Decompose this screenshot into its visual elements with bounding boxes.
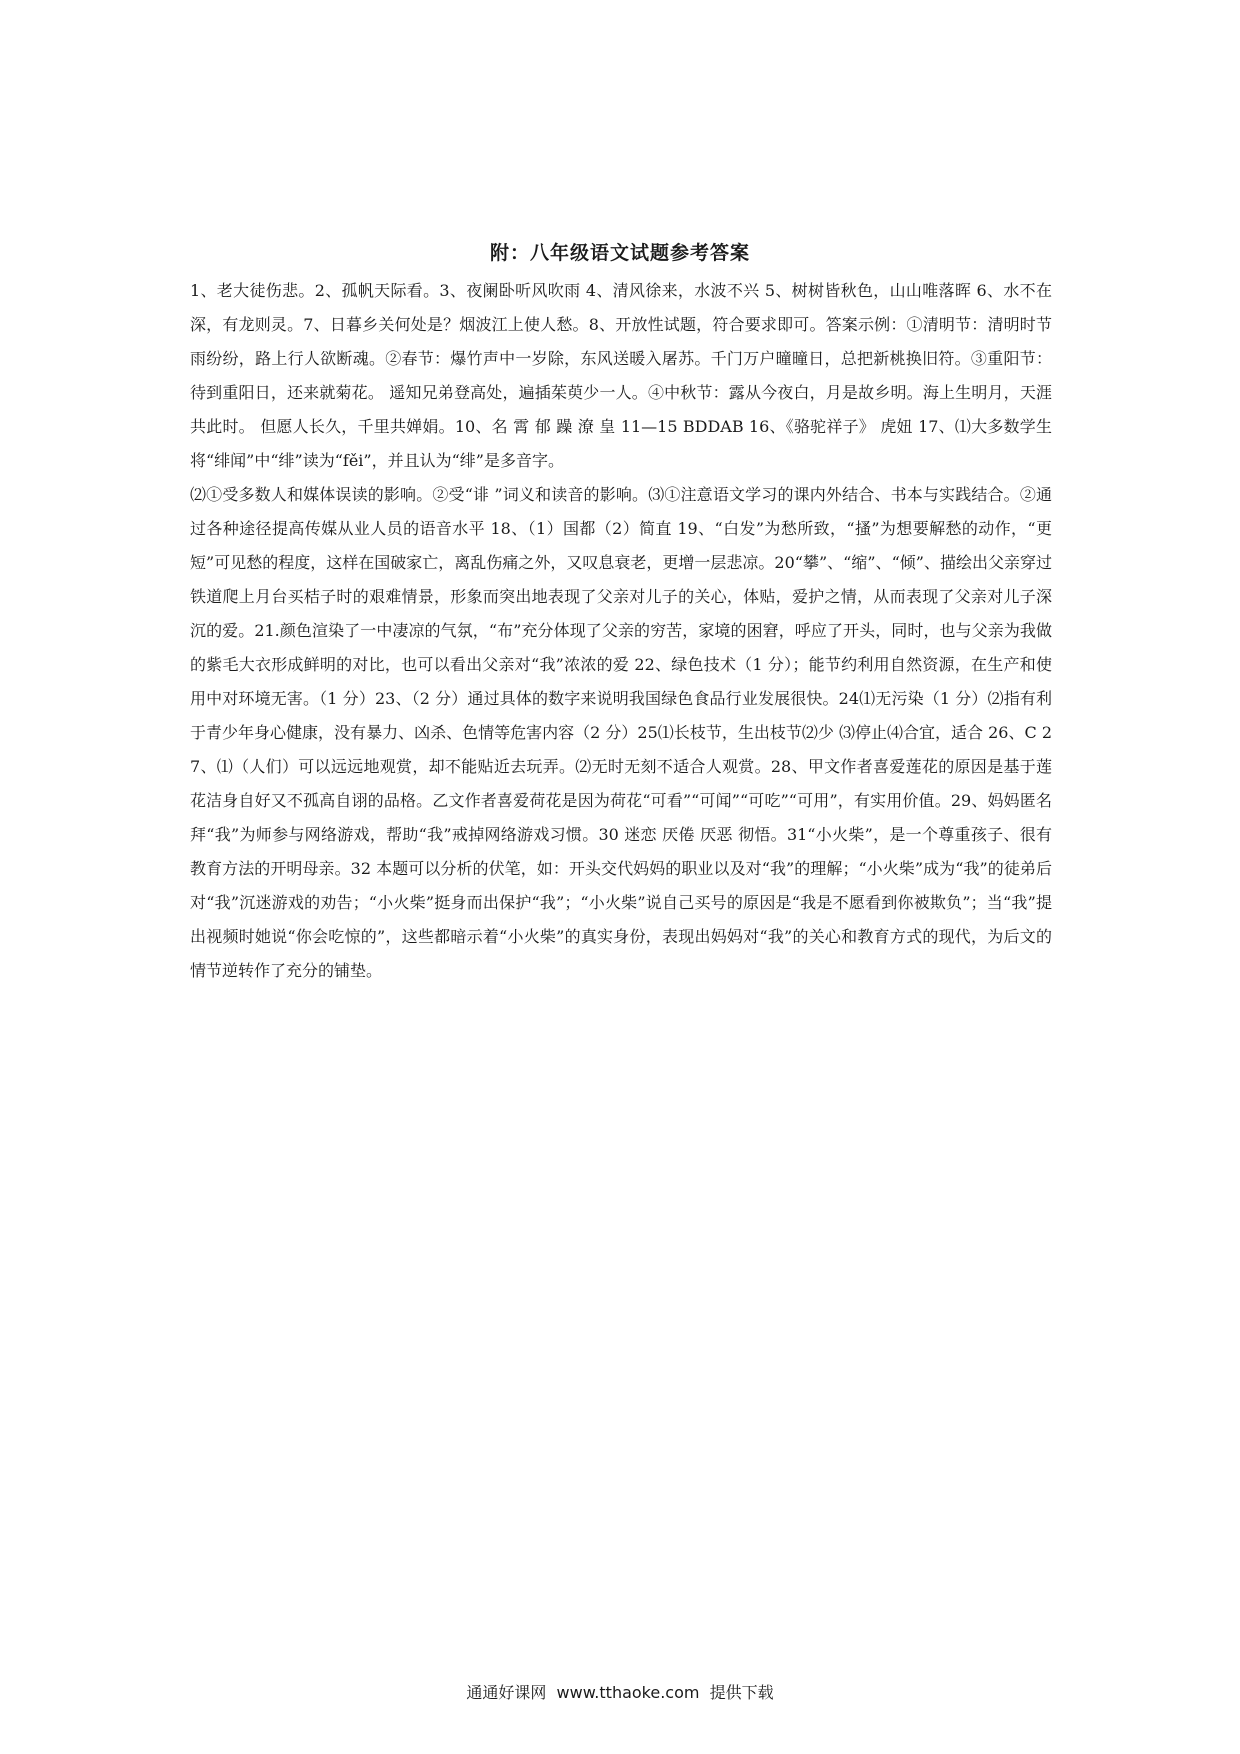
answer-body: [190, 274, 1052, 988]
answer-paragraph-1: 1、老大徒伤悲。2、孤帆天际看。3、夜阑卧听风吹雨 4、清风徐来，水波不兴 5、树树皆秋色，山山唯落晖 6、水不在深，有龙则灵。7、日暮乡关何处是？烟波江上使人愁。8、开放性试题，符合要求即可。答案示例：①清明节：清明时节雨纷纷，路上行人欲断魂。②春节：爆竹声中一岁除，东风送暖入屠苏。千门万户曈曈日，总把新桃换旧符。③重阳节：待到重阳日，还来就菊花。 遥知兄弟登高处，遍插茱萸少一人。④中秋节：露从今夜白，月是故乡明。海上生明月，天涯共此时。 但愿人长久，千里共婵娟。10、名 霄 郁 躁 潦 皇 11—15 BDDAB 16、《骆驼祥子》 虎妞 17、⑴大多数学生将“绯闻”中“绯”读为“fěi”，并且认为“绯”是多音字。: [190, 281, 1052, 470]
page-footer: 通通好课网 www.tthaoke.com 提供下载: [466, 1683, 774, 1702]
document-title: 附：八年级语文试题参考答案: [489, 242, 750, 264]
answer-paragraph-2: ⑵①受多数人和媒体误读的影响。②受“诽 ”词义和读音的影响。⑶①注意语文学习的课内外结合、书本与实践结合。②通过各种途径提高传媒从业人员的语音水平 18、（1）国都（2）简直 19、“白发”为愁所致，“搔”为想要解愁的动作，“更短”可见愁的程度，这样在国破家亡，离乱伤痛之外，又叹息衰老，更增一层悲凉。20“攀”、“缩”、“倾”、描绘出父亲穿过铁道爬上月台买桔子时的艰难情景，形象而突出地表现了父亲对儿子的关心，体贴，爱护之情，从而表现了父亲对儿子深沉的爱。21.颜色渲染了一中凄凉的气氛，“布”充分体现了父亲的穷苦，家境的困窘，呼应了开头，同时，也与父亲为我做的紫毛大衣形成鲜明的对比，也可以看出父亲对“我”浓浓的爱 22、绿色技术（1 分）；能节约利用自然资源，在生产和使用中对环境无害。（1 分）23、（2 分）通过具体的数字来说明我国绿色食品行业发展很快。24⑴无污染（1 分）⑵指有利于青少年身心健康，没有暴力、凶杀、色情等危害内容（2 分）25⑴长枝节，生出枝节⑵少 ⑶停止⑷合宜，适合 26、C 27、⑴（人们）可以远远地观赏，却不能贴近去玩弄。⑵无时无刻不适合人观赏。28、甲文作者喜爱莲花的原因是基于莲花洁身自好又不孤高自诩的品格。乙文作者喜爱荷花是因为荷花“可看”“可闻”“可吃”“可用”，有实用价值。29、妈妈匿名拜“我”为师参与网络游戏，帮助“我”戒掉网络游戏习惯。30 迷恋 厌倦 厌恶 彻悟。31“小火柴”，是一个尊重孩子、很有教育方法的开明母亲。32 本题可以分析的伏笔，如：开头交代妈妈的职业以及对“我”的理解；“小火柴”成为“我”的徒弟后对“我”沉迷游戏的劝告；“小火柴”挺身而出保护“我”；“小火柴”说自己买号的原因是“我是不愿看到你被欺负”；当“我”提出视频时她说“你会吃惊的”，这些都暗示着“小火柴”的真实身份，表现出妈妈对“我”的关心和教育方式的现代，为后文的情节逆转作了充分的铺垫。: [190, 485, 1052, 980]
